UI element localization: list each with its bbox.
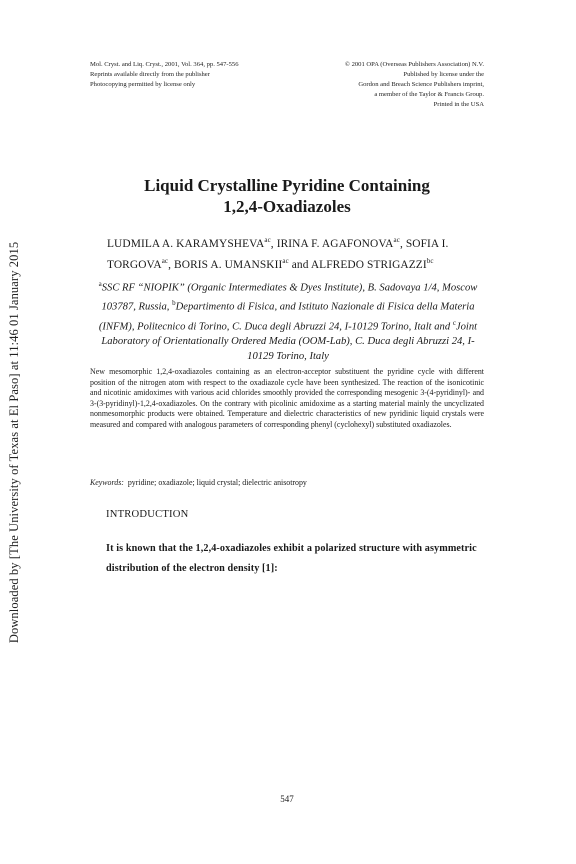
paper-title (90, 175, 484, 217)
group-line: a member of the Taylor & Francis Group. (374, 91, 484, 98)
author-affil-mark: ac (161, 256, 169, 265)
author-affil-mark: bc (426, 256, 434, 265)
affil-mark-c: c (452, 318, 456, 327)
affiliations (96, 277, 480, 365)
journal-citation: Mol. Cryst. and Liq. Cryst., 2001, Vol. 364, pp. 547-556 (90, 61, 239, 68)
affil-mark-b: b (172, 299, 176, 308)
copyright-line: © 2001 OPA (Overseas Publishers Association) N.V. (344, 61, 484, 68)
keywords-label: Keywords: (90, 478, 124, 487)
keywords-text: pyridine; oxadiazole; liquid crystal; dielectric anisotropy (127, 478, 307, 487)
license-line: Published by license under the (403, 71, 484, 78)
author-affil-mark: ac (264, 236, 271, 244)
author-name: IRINA F. AGAFONOVA (276, 237, 394, 250)
author-conjunction: and (291, 258, 309, 271)
affil-a: SSC RF “NIOPIK” (Organic Intermediates & Dyes Institute), B. Sadovaya 1/4, Moscow 103787, Russia, (101, 282, 478, 313)
title-line-2: 1,2,4-Oxadiazoles (223, 197, 351, 216)
affil-mark-a: a (98, 280, 102, 288)
section-heading: INTRODUCTION (106, 509, 189, 520)
publisher-header-right (290, 60, 484, 110)
affil-c: Joint Laboratory of Orientationally Ordered Media (OOM-Lab), C. Duca degli Abruzzi 24, I-10129 Torino, Italy (101, 321, 478, 362)
intro-paragraph: It is known that the 1,2,4-oxadiazoles exhibit a polarized structure with asymmetric distribution of the electron density [1]: (106, 543, 477, 574)
page-number: 547 (280, 794, 294, 804)
download-notice: Downloaded by [The University of Texas at El Paso] at 11:46 01 January 2015 (7, 241, 22, 643)
imprint-line: Gordon and Breach Science Publishers imprint, (358, 81, 484, 88)
author-name: ALFREDO STRIGAZZI (310, 258, 427, 271)
photocopy-note: Photocopying permitted by license only (90, 81, 196, 88)
printed-line: Printed in the USA (433, 101, 484, 108)
reprints-note: Reprints available directly from the publisher (90, 71, 210, 78)
author-name: LUDMILA A. KARAMYSHEVA (107, 237, 265, 250)
title-line-1: Liquid Crystalline Pyridine Containing (144, 176, 430, 195)
author-name: SOFIA I. TORGOVA (107, 237, 449, 271)
author-name: BORIS A. UMANSKII (174, 258, 283, 271)
author-affil-mark: ac (282, 256, 289, 265)
keywords (90, 478, 484, 489)
affil-b: Departimento di Fisica, and Istituto Nazionale di Fisica della Materia (INFM), Politecnico di Torino, C. Duca degli Abruzzi 24, I-10129 Torino, Italt and (98, 301, 475, 333)
author-list: LUDMILA A. $KARAMYSHEVA^{ac}$, IRINA F. $AGAFONOVA^{ac}$, SOFIA I. $TORGOVA^{ac}$, BORIS A. $UMANSKII^{ac}$ and ALFREDO $STRIGAZZI^{bc}$ (107, 236, 449, 271)
download-notice-sidebar (2, 212, 28, 672)
journal-header-left (90, 60, 290, 90)
abstract: New mesomorphic 1,2,4-oxadiazoles containing as an electron-acceptor substituent the pyridine cycle with different position of the nitrogen atom with respect to the oxadiazole cycle have been synthesized. The reaction of the isonicotinic and nicotinic amidoximes with various acid chlorides smoothly provided the corresponding mesogenic 3-(4-pyridinyl)- and 3-(3-pyridinyl)-1,2,4-oxadiazoles. On the contrary with picolinic amidoxime as a starting material mainly the uncyclizated nonmesomorphic products were obtained. Temperature and dielectric characteristics of new pyridinic liquid crystals were measured and compared with analogous parameters of corresponding phenyl (cyclohexyl) substituted oxadiazoles. (90, 367, 484, 429)
author-affil-mark: ac (393, 236, 400, 244)
